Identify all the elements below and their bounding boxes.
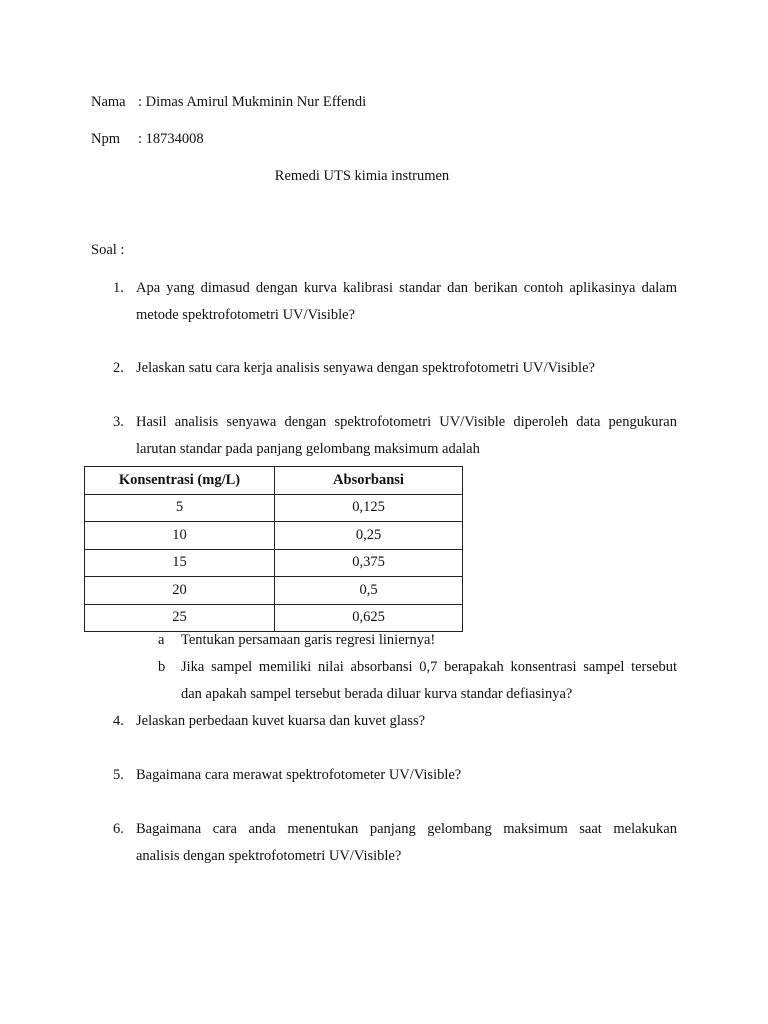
npm-value: : 18734008: [138, 131, 204, 147]
table-header-konsentrasi: Konsentrasi (mg/L): [85, 467, 275, 495]
table-header-absorbansi: Absorbansi: [275, 467, 463, 495]
question-6-line-1: Bagaimana cara anda menentukan panjang gelombang maksimum saat melakukan: [136, 821, 677, 837]
sub-question-b-letter: b: [158, 659, 166, 675]
table-cell-absorbansi: 0,5: [275, 577, 463, 605]
npm-label: Npm: [91, 131, 120, 147]
name-row: [91, 94, 366, 111]
table-row: [85, 549, 463, 577]
question-4-number: 4.: [113, 713, 124, 729]
name-label: Nama: [91, 94, 126, 110]
name-value: : Dimas Amirul Mukminin Nur Effendi: [138, 94, 367, 110]
table-row: [85, 494, 463, 522]
table-cell-absorbansi: 0,375: [275, 549, 463, 577]
question-4-line-1: Jelaskan perbedaan kuvet kuarsa dan kuvet glass?: [136, 713, 426, 729]
document-title: Remedi UTS kimia instrumen: [274, 168, 450, 184]
table-cell-absorbansi: 0,125: [275, 494, 463, 522]
sub-question-b-line-2: dan apakah sampel tersebut berada diluar kurva standar defiasinya?: [181, 686, 573, 702]
question-5-line-1: Bagaimana cara merawat spektrofotometer UV/Visible?: [136, 767, 462, 783]
question-5-number: 5.: [113, 767, 124, 783]
question-3-line-1: Hasil analisis senyawa dengan spektrofotometri UV/Visible diperoleh data pengukuran: [136, 414, 677, 430]
table-row: [85, 577, 463, 605]
sub-question-a-line-1: Tentukan persamaan garis regresi liniernya!: [181, 632, 436, 648]
table-cell-konsentrasi: 15: [85, 549, 275, 577]
question-1-line-2: metode spektrofotometri UV/Visible?: [136, 307, 355, 323]
table-cell-konsentrasi: 5: [85, 494, 275, 522]
table-cell-absorbansi: 0,25: [275, 522, 463, 550]
table-row: [85, 522, 463, 550]
question-2-number: 2.: [113, 360, 124, 376]
table-cell-absorbansi: 0,625: [275, 604, 463, 632]
sub-question-a-letter: a: [158, 632, 165, 648]
question-3-line-2: larutan standar pada panjang gelombang maksimum adalah: [136, 441, 480, 457]
question-3-number: 3.: [113, 414, 124, 430]
sub-question-b-line-1: Jika sampel memiliki nilai absorbansi 0,7 berapakah konsentrasi sampel tersebut: [181, 659, 677, 675]
table-row: [85, 604, 463, 632]
npm-row: [91, 131, 204, 148]
question-6-line-2: analisis dengan spektrofotometri UV/Visible?: [136, 848, 402, 864]
calibration-table: [84, 466, 463, 632]
soal-label: Soal :: [91, 242, 125, 258]
table-cell-konsentrasi: 10: [85, 522, 275, 550]
table-header-row: [85, 467, 463, 495]
question-6-number: 6.: [113, 821, 124, 837]
question-1-line-1: Apa yang dimasud dengan kurva kalibrasi standar dan berikan contoh aplikasinya dalam: [136, 280, 677, 296]
table-cell-konsentrasi: 20: [85, 577, 275, 605]
question-1-number: 1.: [113, 280, 124, 296]
table-cell-konsentrasi: 25: [85, 604, 275, 632]
question-2-line-1: Jelaskan satu cara kerja analisis senyawa dengan spektrofotometri UV/Visible?: [136, 360, 595, 376]
